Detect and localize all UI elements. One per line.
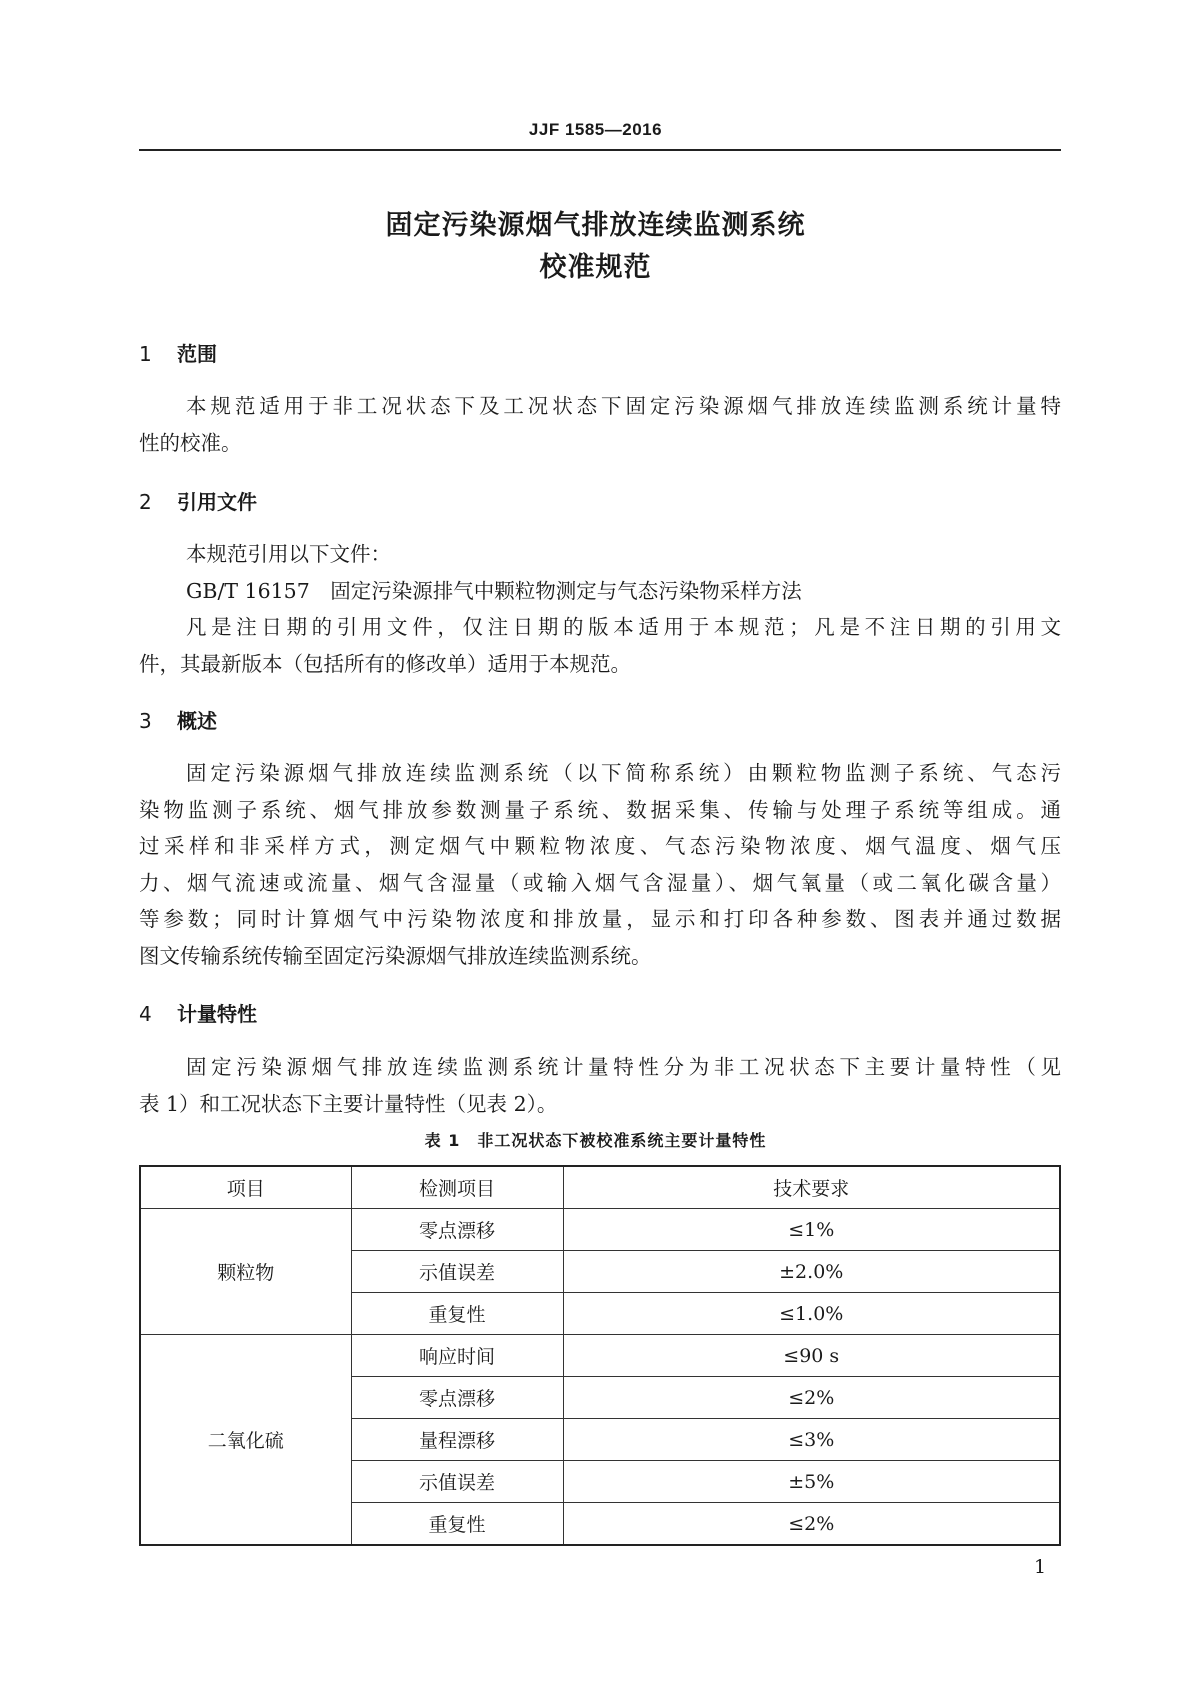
test-item-cell: 零点漂移 [351,1377,563,1419]
section-title: 计量特性 [177,1002,257,1026]
text-line: 本规范引用以下文件： [186,542,391,566]
section-number: 4 [139,1002,152,1026]
document-code-header: JJF 1585—2016 [528,120,663,139]
document-title: 固定污染源烟气排放连续监测系统 [385,210,806,241]
header-cell: 检测项目 [351,1166,563,1209]
header-cell: 项目 [140,1166,351,1209]
requirement-cell: ≤90 s [563,1335,1060,1377]
test-item-cell: 量程漂移 [351,1419,563,1461]
section-number: 3 [139,709,152,733]
text-line: 染物监测子系统、烟气排放参数测量子系统、数据采集、传输与处理子系统等组成。通 [139,797,1061,822]
section-heading [139,338,217,367]
item-cell: 颗粒物 [140,1209,351,1335]
metrology-table [139,1165,1061,1546]
section-title: 范围 [177,342,217,366]
text-line: 过采样和非采样方式，测定烟气中颗粒物浓度、气态污染物浓度、烟气温度、烟气压 [139,834,1061,859]
header-cell: 技术要求 [563,1166,1060,1209]
test-item-cell: 零点漂移 [351,1209,563,1251]
section-heading [139,486,257,515]
test-item-cell: 重复性 [351,1293,563,1335]
requirement-cell: ≤2% [563,1503,1060,1546]
text-line: 图文传输系统传输至固定污染源烟气排放连续监测系统。 [139,943,652,968]
table-header-row [140,1166,1060,1209]
requirement-cell: ≤2% [563,1377,1060,1419]
requirement-cell: ≤3% [563,1419,1060,1461]
requirement-cell: ±5% [563,1461,1060,1503]
test-item-cell: 示值误差 [351,1461,563,1503]
requirement-cell: ≤1% [563,1209,1060,1251]
section-number: 2 [139,490,152,514]
section-title: 概述 [177,709,217,733]
requirement-cell: ≤1.0% [563,1293,1060,1335]
test-item-cell: 示值误差 [351,1251,563,1293]
text-line: 本规范适用于非工况状态下及工况状态下固定污染源烟气排放连续监测系统计量特 [186,394,1061,418]
text-line: 性的校准。 [139,430,242,455]
section-number: 1 [139,342,152,366]
text-line: 力、烟气流速或流量、烟气含湿量（或输入烟气含湿量）、烟气氧量（或二氧化碳含量） [139,870,1061,895]
text-line: 固定污染源烟气排放连续监测系统（以下简称系统）由颗粒物监测子系统、气态污 [186,761,1061,785]
section-body [139,755,1061,975]
requirement-cell: ±2.0% [563,1251,1060,1293]
section-body [139,1049,1061,1122]
section-body [139,536,1061,682]
header-rule [139,149,1061,151]
text-line: 件，其最新版本（包括所有的修改单）适用于本规范。 [139,651,631,676]
text-line: 表 1）和工况状态下主要计量特性（见表 2）。 [139,1091,558,1116]
test-item-cell: 重复性 [351,1503,563,1546]
text-line: GB/T 16157 固定污染源排气中颗粒物测定与气态污染物采样方法 [186,578,802,603]
section-title: 引用文件 [177,490,257,514]
table-row [140,1209,1060,1251]
text-line: 固定污染源烟气排放连续监测系统计量特性分为非工况状态下主要计量特性（见 [186,1055,1061,1079]
document-subtitle: 校准规范 [539,252,652,283]
test-item-cell: 响应时间 [351,1335,563,1377]
text-line: 凡是注日期的引用文件，仅注日期的版本适用于本规范；凡是不注日期的引用文 [186,615,1061,640]
section-heading [139,998,257,1027]
text-line: 等参数；同时计算烟气中污染物浓度和排放量，显示和打印各种参数、图表并通过数据 [139,907,1061,932]
item-cell: 二氧化硫 [140,1335,351,1546]
page-number: 1 [1034,1556,1047,1578]
section-body [139,388,1061,461]
table-caption: 表 1 非工况状态下被校准系统主要计量特性 [424,1131,767,1150]
table-row [140,1335,1060,1377]
section-heading [139,705,217,734]
